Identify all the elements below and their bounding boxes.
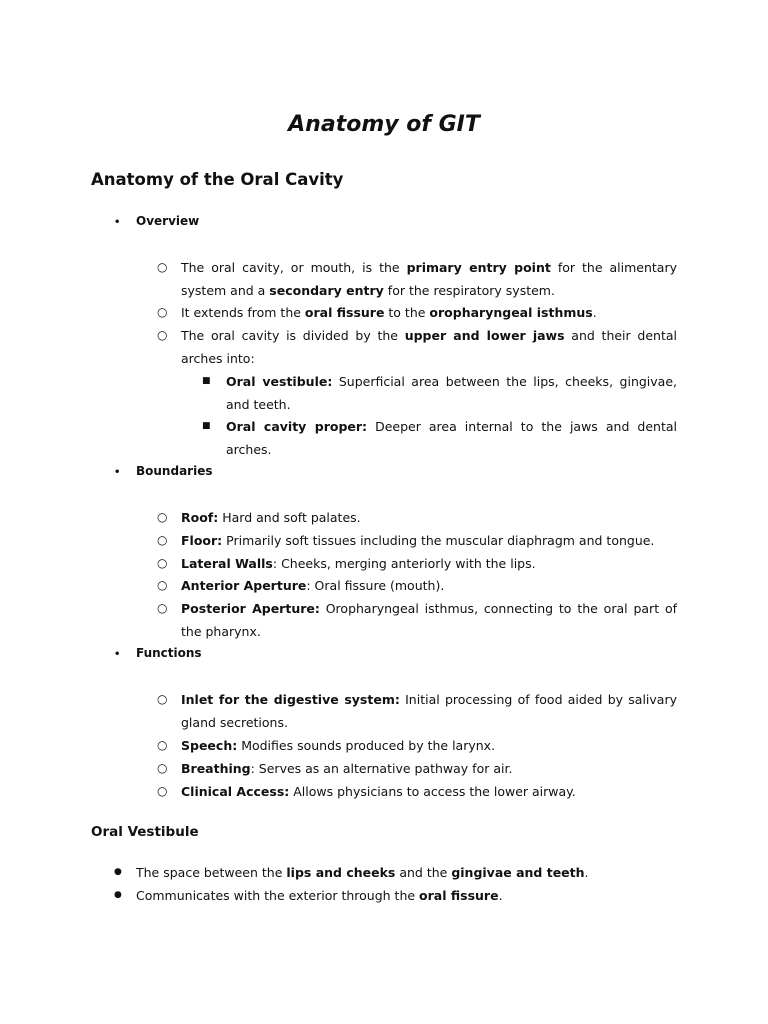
circle-marker: ○: [157, 533, 168, 547]
list-item-text: Inlet for the digestive system: Initial processing of food aided by salivary gland secretions.: [181, 692, 678, 730]
circle-marker: ○: [157, 556, 168, 570]
sub-item-oral-vestibule: [202, 370, 677, 416]
list-item-text: The space between the lips and cheeks and the gingivae and teeth.: [136, 865, 589, 880]
circle-marker: ○: [157, 510, 168, 524]
list-item-text: Communicates with the exterior through the oral fissure.: [136, 888, 503, 903]
filled-circle-marker: ●: [114, 890, 122, 900]
square-marker: ■: [202, 376, 211, 386]
bullet-label: Functions: [136, 646, 202, 660]
list-item-clinical-access: [157, 780, 677, 803]
list-item-space-between: [114, 861, 674, 884]
list-item-text: Lateral Walls: Cheeks, merging anteriorly with the lips.: [181, 556, 536, 571]
list-item-text: Clinical Access: Allows physicians to access the lower airway.: [181, 784, 576, 799]
sub-item-text: Oral cavity proper: Deeper area internal to the jaws and dental arches.: [226, 419, 677, 457]
circle-marker: ○: [157, 305, 168, 319]
list-item-roof: [157, 506, 677, 529]
bullet-marker: •: [114, 649, 121, 660]
circle-marker: ○: [157, 761, 168, 775]
circle-marker: ○: [157, 784, 168, 798]
circle-marker: ○: [157, 578, 168, 592]
bullet-functions: [114, 646, 202, 660]
list-item-text: Anterior Aperture: Oral fissure (mouth).: [181, 578, 445, 593]
bullet-label: Overview: [136, 214, 200, 228]
list-item-text: Speech: Modifies sounds produced by the larynx.: [181, 738, 496, 753]
list-item-text: The oral cavity is divided by the upper and lower jaws and their dental arches into:: [181, 328, 677, 366]
list-item-text: Floor: Primarily soft tissues including the muscular diaphragm and tongue.: [181, 533, 655, 548]
list-item-breathing: [157, 757, 677, 780]
bullet-marker: •: [114, 217, 121, 228]
list-item-floor: [157, 529, 677, 552]
list-item-text: Posterior Aperture: Oropharyngeal isthmus, connecting to the oral part of the pharynx.: [181, 601, 677, 639]
list-item-inlet: [157, 688, 677, 734]
section-heading-oral-cavity: Anatomy of the Oral Cavity: [91, 170, 344, 189]
sub-item-text: Oral vestibule: Superficial area between the lips, cheeks, gingivae, and teeth.: [226, 374, 677, 412]
list-item-text: Breathing: Serves as an alternative pathway for air.: [181, 761, 513, 776]
bullet-label: Boundaries: [136, 464, 213, 478]
circle-marker: ○: [157, 738, 168, 752]
section-heading-oral-vestibule: Oral Vestibule: [91, 824, 199, 840]
filled-circle-marker: ●: [114, 867, 122, 877]
circle-marker: ○: [157, 601, 168, 615]
list-item-lateral-walls: [157, 552, 677, 575]
bullet-boundaries: [114, 464, 212, 478]
list-item-text: Roof: Hard and soft palates.: [181, 510, 361, 525]
bullet-marker: •: [114, 467, 121, 478]
list-item-text: The oral cavity, or mouth, is the primary entry point for the alimentary system and a secondary entry for the respiratory system.: [181, 260, 677, 298]
sub-item-oral-cavity-proper: [202, 415, 677, 461]
list-item-anterior-aperture: [157, 574, 677, 597]
list-item-extends: [157, 301, 677, 324]
circle-marker: ○: [157, 692, 168, 706]
list-item-communicates: [114, 884, 674, 907]
list-item-divided: [157, 324, 677, 370]
square-marker: ■: [202, 421, 211, 431]
circle-marker: ○: [157, 260, 168, 274]
page-title: Anatomy of GIT: [288, 112, 480, 137]
list-item-primary-entry: [157, 256, 677, 302]
circle-marker: ○: [157, 328, 168, 342]
list-item-speech: [157, 734, 677, 757]
bullet-overview: [114, 214, 199, 228]
list-item-posterior-aperture: [157, 597, 677, 643]
list-item-text: It extends from the oral fissure to the oropharyngeal isthmus.: [181, 305, 597, 320]
